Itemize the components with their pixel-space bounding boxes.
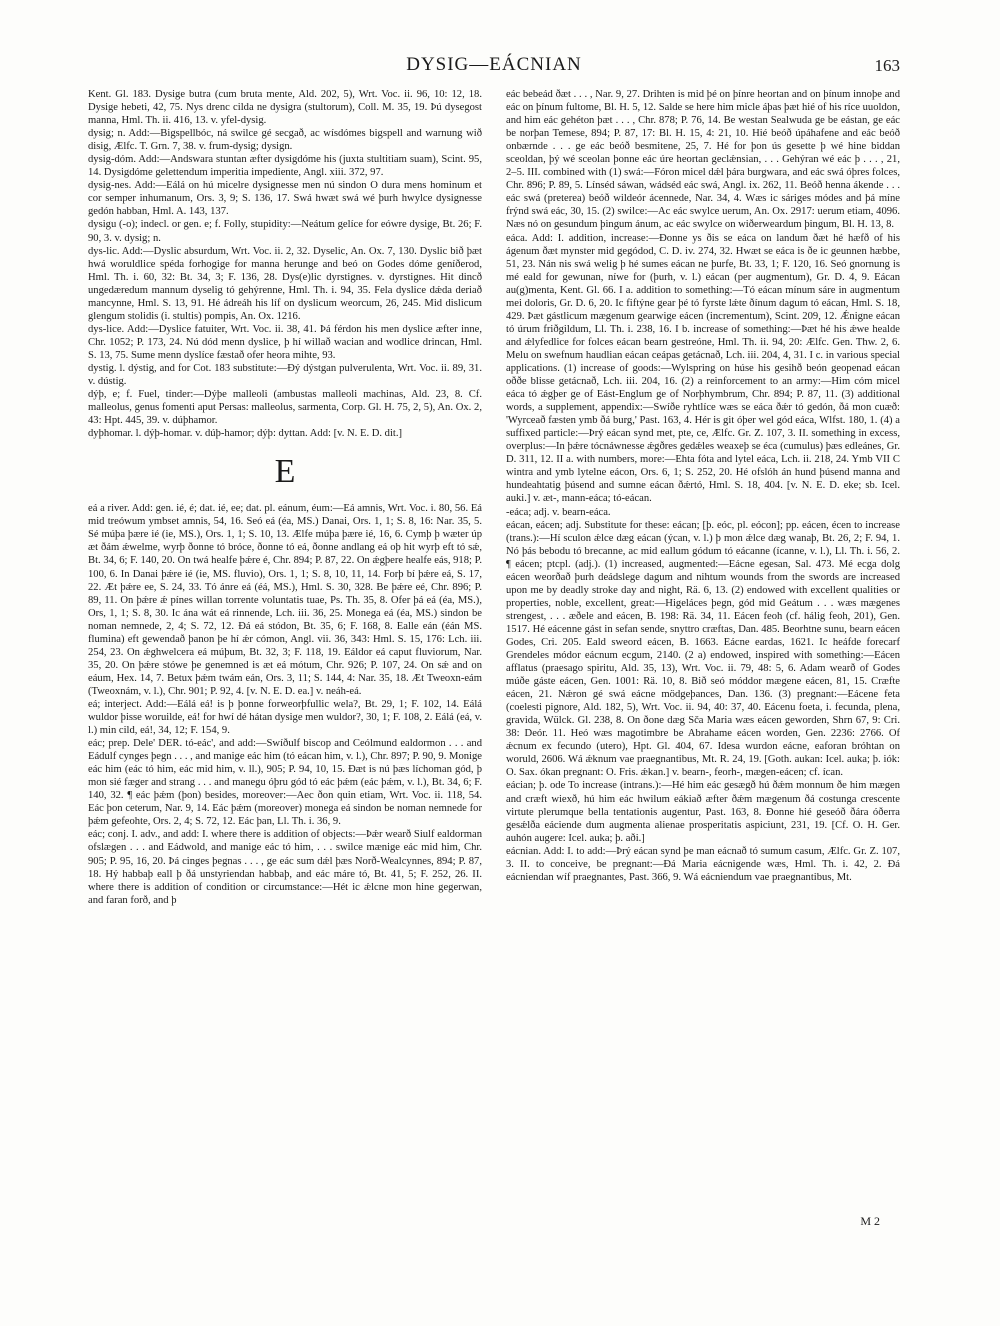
entry: eá a river. Add: gen. ié, é; dat. ié, ee; dat. pl. eánum, éum:—Eá amnis, Wrt. Voc. i. 80, 56. Eá mid treówum ymbset amnis, 54, 16. Seó eá (éa, MS.) Danai, Ors. 1, 1; S. 8, 16: Nar. 35, 5. Sé múþa þære ié (ie, MS.), Ors. 1, 1; S. 10, 13. Ælfe múþa þære ié, 16, 6. Cymþ þ wæter úp æt ðám ǽwelme, wyrþ ðonne tó bróce, ðonne tó eá, ðonne andlang eá oþ hit wyrþ eft tó sǽ, Bt. 34, 6; F. 140, 20. On twá healfe þǽre é, Chr. 894; P. 87, 22. On ǽgþere healfe eás, 918; P. 100, 6. In Danai þǽre ié (ie, MS. fluvio), Ors. 1, 1; S. 8, 10, 11, 14. Forþ bí þǽre eá, S. 17, 22. Æt þǽre ee, S. 24, 33. Tó ánre eá (éá, MS.), Hml. S. 30, 328. Be þǽre eé, Chr. 896; P. 89, 11. On þǽre ǽ pínes willan torrente voluntatis tuae, Ps. Th. 35, 8. Ofer þá eá (éa, MS.), Ors, 1, 1; S. 8, 30. Ic ána wát eá rinnende, Lch. iii. 36, 25. Monega eá (éa, MS.) sindon be noman nemnede, 2, 4; S. 72, 12. Ðá eá stódon, Bt. 35, 6; F. 168, 8. Ealle eán (éán MS. flumina) eft gewendað þanon þe hí ǽr cómon, Angl. vii. 36, 343: Hml. S. 15, 176: Lch. iii. 254, 23. On ǽghwelcera eá múþum, Bt. 32, 3; F. 118, 19. Eáldor eá caput fluviorum, Nar. 35, 20. On þǽre stówe þe genemned is æt eá mótum, Chr. 926; P. 107, 24. On sǽ and on eáum, Hex. 14, 7. Betux þǽm twám eán, Ors. 3, 11; S. 144, 4: Nar. 35, 18. Æt Tweoxn-eám (Tweoxnám, v. l.), Chr. 901; P. 92, 4. [v. N. E. D. ea.] v. neáh-eá. <box>88 503 482 697</box>
entry: dysig; n. Add:—Bigspellbóc, ná swilce gé secgað, ac wísdómes bigspell and warnung wið disig, Ælfc. T. Grn. 7, 38. v. frum-dysig; dysign. <box>88 128 482 153</box>
entry: eáca. Add: I. addition, increase:—Ðonne ys ðis se eáca on landum ðæt hé hæfð of his ágenum ðæt mynster mid gegódod, C. D. iv. 274, 32. Hwæt se eáca is ðe ic geunnen hæbbe, 51, 23. Nán nis swá welig þ hé sumes eácan ne þurfe, Bt. 33, 1; F. 120, 16. Seó gnornung is mé eald for gewunan, níwe for (þurh, v. l.) eácan (per augmentum), Gr. D. 4, 9. Eácan au(g)menta, Kent. Gl. 66. I a. addition to something:—Tó eácan mínum sáre in augmentum mei doloris, Gr. D. 6, 20. Ic fiftýne gear þé tó fyrste lǽte ðínum dagum tó eácan, Hml. S. 18, 429. Þæt gástlicum mægenum gearwige eácen (incrementum), Scint. 209, 12. Ǽnigne eácan tó úrum friðgildum, Ll. Th. i. 238, 16. I b. increase of something:—Þæt hé his ǽwe healde and ǽlyfedlice for folces eácan bearn gestreóne, Hml. Th. ii. 94, 20: Ælfc. Gen. Thw. 2, 6. Melu on swefnum haudlian eácan ceápas getácnað, Lch. iii. 204, 4, 31. I c. in various special applications. (1) increase of goods:—Wylspring on húse his gesihð beón geopenad eácan oððe blisse getácnað, Lch. iii. 204, 16. (2) a reinforcement to an army:—Him cóm micel eáca tó ǽgþer ge of Eást-Englum ge of Norþhymbrum, Chr. 894; P. 87, 11. (3) additional words, a supplement, appendix:—Swíðe ryhtlíce wæs se eáca ðǽr tó gedón, ðá mon cuæð: 'Wyrceað fæsten ymb ðá burg,' Past. 163, 4. Hér is git óþer wel gód eáca, Wlfst. 180, 1. (4) a suffixed particle:—Þrý eácan synd met, pte, ce, Ælfc. Gr. Z. 107, 3. II. something in excess, overplus:—In þǽre tócnáwnesse ǽgðres gedǽles weaxeþ se éca (cumulus) þæs edleánes, Gr. D. 311, 12. II a. with numbers, more:—Ehta fóta and lytel eáca, Lch. ii. 218, 24. Ymb VII C wintra and ymb lytelne eácon, Ors. 6, 1; S. 252, 20. Hé ofslóh án hund þúsend manna and hundeahtatig þúsend and sumne eácan ðǽrtó, Hml. S. 18, 404. [v. N. E. D. eke; sb. Icel. auki.] v. æt-, mann-eáca; tó-eácan. <box>506 232 900 505</box>
entry: dyþhomar. l. dýþ-homar. v. dúþ-hamor; dýþ: dyttan. Add: [v. N. E. D. dit.] <box>88 428 403 440</box>
left-column <box>88 88 482 1268</box>
entry: dys-lice. Add:—Dyslice fatuiter, Wrt. Voc. ii. 38, 41. Þá férdon his men dyslice æfter inne, Chr. 1052; P. 173, 24. Nú dód menn dyslice, þ hí willað wacian and wodlice drincan, Hml. S. 13, 75. Sume menn dyslíce fæstað ofer heora mihte, 93. <box>88 323 482 361</box>
page-header <box>88 54 900 84</box>
entry: eácian; þ. ode To increase (intrans.):—Hé him eác gesægð hú ðǽm monnum ðe him mægen and cræft wiexð, hú him eác hwilum eákiað æfter ðǽm mægenum ðá costunga crescente virtute plerumque bella tentationis augentur, Past. 163, 8. Ðonne hié geseóð ðára óðerra gesǽlða eáciende dum augmenta alienae prosperitatis aspiciunt, 231, 19. [Cf. O. H. Ger. auhón augere: Icel. auka; þ. aði.] <box>506 780 900 844</box>
entry: eác bebeád ðæt . . . , Nar. 9, 27. Drihten is mid þé on þínre heortan and on þínum innoþe and eác on þínum fultome, Bl. H. 5, 12. Salde se here him micle áþas þæt hié of his ríce uuoldon, and him eác gehéton þæt . . . , Chr. 878; P. 76, 14. Be westan Sealwuda ge be eástan, ge eác be norþan Temese, 894; P. 87, 17: Bl. H. 15, 4: 21, 10. Hié beóð úpáhafene and eác beóð onbærnde . . . ge eác beóð besmitene, 25, 7. Hé for þon ús gesette þ wé hine biddan sceoldan, þý wé sceolan þonne eác úre heortan geclǽnsian, . . . Gehýran wé eác þ . . . , 21, 2–5. III. combined with (1) swá:—Fóron micel dǽl þára burgwara, and eác swá óþres folces, Chr. 896; P. 89, 5. Línséd sáwan, wádséd eác swá, Angl. ix. 262, 11. Beóð henna ákende . . . eác swá (preterea) beóð wildeór ácennede, Nar. 34, 4. Wæs ic sáriges módes and þá míne frýnd swá eác, 30, 15. (2) swilce:—Ac eác swylce uerum, An. Ox. 2917: uerum etiam, 4096. Næs nó on gesundum þingum ánum, ac eác swylce on wiðerweardum þingum, Bl. H. 13, 8. <box>506 89 900 231</box>
entry: dysig-nes. Add:—Eálá on hú micelre dysignesse men nú sindon O dura mens hominum et cor semper inhumanum, Ors. 3, 9; S. 136, 17. Swá hwæt swá wé þurh hwylce dysignesse gedón habban, Hml. A. 143, 137. <box>88 180 482 218</box>
dictionary-page <box>88 54 900 1284</box>
page-number: 163 <box>874 56 900 75</box>
entry: -eáca; adj. v. bearn-eáca. <box>506 506 611 518</box>
entry: dysigu (-o); indecl. or gen. e; f. Folly, stupidity:—Neátum gelíce for eówre dysige, Bt. 26; F. 90, 3. v. dysig; n. <box>88 219 482 244</box>
entry: dys-lic. Add:—Dyslic absurdum, Wrt. Voc. ii. 2, 32. Dyselic, An. Ox. 7, 130. Dyslic bið þæt hwá woruldlice spéda forhogige for manna herunge and beó on Godes dóme geníðerod, Hml. Th. i. 60, 32: Bt. 34, 3; F. 136, 28. Dys(e)lic dyrstignes. v. dyrstignes. Hit dincð ungedæredum mannum dyselig tó gehýrenne, Hml. Th. i. 94, 35. Fela dyslice dǽda deriað mancynne, Hml. S. 13, 91. Hé ádreáh his líf on dyslicum weorcum, 26, 245. Mid dislicum glengum stolidis (i. stultis) pompis, An. Ox. 1216. <box>88 245 482 322</box>
right-column <box>506 88 900 1268</box>
signature-mark: M 2 <box>860 1214 880 1228</box>
text-columns <box>88 88 900 1268</box>
entry: Kent. Gl. 183. Dysige butra (cum bruta mente, Ald. 202, 5), Wrt. Voc. ii. 96, 10: 12, 18. Dysige hebeti, 42, 75. Nys drenc cilda ne dysigra (stultorum), Coll. M. 35, 19. Þú dysegost manna, Hml. Th. ii. 416, 13. v. yfel-dysig. <box>88 89 482 127</box>
entry: dýþ, e; f. Fuel, tinder:—Dýþe malleoli (ambustas malleoli machinas, Ald. 23, 8. Cf. malleolus, genus fomenti aput Persas: malleolus, sarmenta, Corp. Gl. H. 75, 2, 5), An. Ox. 2, 43: Hpt. 445, 39. v. dúþhamor. <box>88 389 482 427</box>
entry: eác; prep. Dele' DER. tó-eác', and add:—Swíðulf biscop and Ceólmund ealdormon . . . and Eádulf cynges þegn . . . , and manige eác him (tó eácan him, v. l.), Chr. 897; P. 90, 9. Monige eác him (eác tó him, eác mid him, v. ll.), 905; P. 94, 10, 15. Ðæt is nú þæs líchoman gód, þ mon sié fæger and strang . . . and manegu óþru gód tó eác þǽm (eác þǽm, v. l.), Bt. 34, 6; F. 140, 32. ¶ eác þǽm (þon) besides, moreover:—Aec ðon quin etiam, Wrt. Voc. ii. 118, 54. Eác þon ceterum, Nar. 9, 14. Eác þǽm (moreover) monega eá sindon be noman nemnede for þǽm gefeohte, Ors. 2, 4; S. 72, 12. Eác þan, Ll. Th. i. 36, 9. <box>88 738 482 828</box>
entry: eác; conj. I. adv., and add: I. where there is addition of objects:—Þǽr wearð Siulf ealdorman ofslægen . . . and Eádwold, and manige eác tó him, . . . swilce mænige eác mid him, Chr. 905; P. 95, 16, 20. Þá cinges þegnas . . . , ge eác sum dǽl þæs Norð-Wealcynnes, 894; P. 87, 18. Hý habbaþ eall þ ðá unstyriendan habbaþ, and eác máre tó, Bt. 41, 5; F. 252, 26. II. where there is addition of condition or circumstance:—Hét ic ǽlcne mon hine gegerwan, and faran forð, and þ <box>88 829 482 906</box>
entry: dysig-dóm. Add:—Andswara stuntan æfter dysigdóme his (juxta stultitiam suam), Scint. 95, 14. Dysigdóme gelettendum imperitia impediente, Angl. xiii. 372, 97. <box>88 154 482 179</box>
section-letter: E <box>274 453 296 491</box>
entry: eácnian. Add: I. to add:—Þrý eácan synd þe man eácnað tó sumum casum, Ælfc. Gr. Z. 107, 3. II. to conceive, be pregnant:—Ðá Maria eácnigende wæs, Hml. Th. i. 42, 2. Ðá eácniendan wíf praegnantes, Past. 366, 9. Wá eácniendum vae praegnantibus, Mt. <box>506 845 900 883</box>
running-head: DYSIG—EÁCNIAN <box>406 54 582 75</box>
entry: eá; interject. Add:—Eálá eá! is þ þonne forweorþfullic wela?, Bt. 29, 1; F. 102, 14. Eálá wuldor þisse woruilde, eá! for hwí dé hátan dysige men wuldor?, 30, 1; F. 108, 2. Eálá (eá, v. l.) min cild, eá!, 34, 12; F. 154, 9. <box>88 698 482 737</box>
entry: dystig. l. dýstig, and for Cot. 183 substitute:—Ðý dýstgan pulverulenta, Wrt. Voc. ii. 89, 31. v. dústig. <box>88 362 482 388</box>
entry: eácan, eácen; adj. Substitute for these: eácan; [þ. eóc, pl. eócon]; pp. eácen, écen to increase (trans.):—Hí sculon ǽlce dæg eácan (ýcan, v. l.) þ mon ǽlce dæg wanaþ, Bt. 26, 2; F. 94, 1. Nó þás bebodu tó brecanne, ac mid eallum gódum tó eácanne (ícanne, v. l.), Ll. Th. i. 56, 2. ¶ eácen; ptcpl. (adj.). (1) increased, augmented:—Eácne egesan, Sal. 473. Mé ecga dolg eácen weorðað þurh deádslege dagum and nihtum wounds from the swords are increased upon me by deadly stroke day and night, Rä. 6, 13. (2) endowed with excellent qualities or properties, noble, excellent, great:—Higeláces þegn, gód mid Geátum . . . wæs mægenes strengest, . . . æðele and eácen, B. 198: Rä. 34, 11. Eácen feoh (cf. hálig feoh, 201), Gen. 1517. Hé eácenne gást in sefan sende, snyttro cræftas, Dan. 485. Beorhtne sunu, bearn eácen Godes, Cri. 205. Eald sweord eácen, B. 1663. Eácne eardas, 1621. Ic heáfde forecarf Grendeles módor eácnum ecgum, 2140. (2 a) endowed, inspired with something:—Eácen afflatus (praesago spiritu, Ald. 35, 13), Wrt. Voc. ii. 79, 48: 5, 6. Adam wearð of Godes múðe gáste eácen, Gen. 1001: Rä. 10, 8. Bið seó móddor mægene eácen, 81, 15. Cræfte eácen, 21. Nǽron gé swá eácne mödgeþances, Dan. 136. (3) pregnant:—Eácene feta (coelesti pignore, Ald. 182, 5), Wrt. Voc. ii. 94, 40: 37, 40. Eácenu foeta, i. fecunda, plena, gravida, Wülck. Gl. 238, 8. On ðone dæg Sča Maria wæs eácen geworden, Shrn 67, 9: Cri. 38: Deór. 11. Heó wæs magotimbre be Abrahame eácen worden, Gen. 2236: 2766. Of ǽcnum ex fecundo (utero), Hpt. Gl. 404, 67. Idesa wurdon eácne, eaforan bróhtan on woruld, 2606. Wá ǽknum vae praegnantibus, Mt. R. 24, 19. [Goth. aukan: Icel. auka; þ. iók: O. Sax. ókan pregnant: O. Fris. ǽkan.] v. bearn-, feorh-, mægen-eácen; cf. ícan. <box>506 519 900 779</box>
